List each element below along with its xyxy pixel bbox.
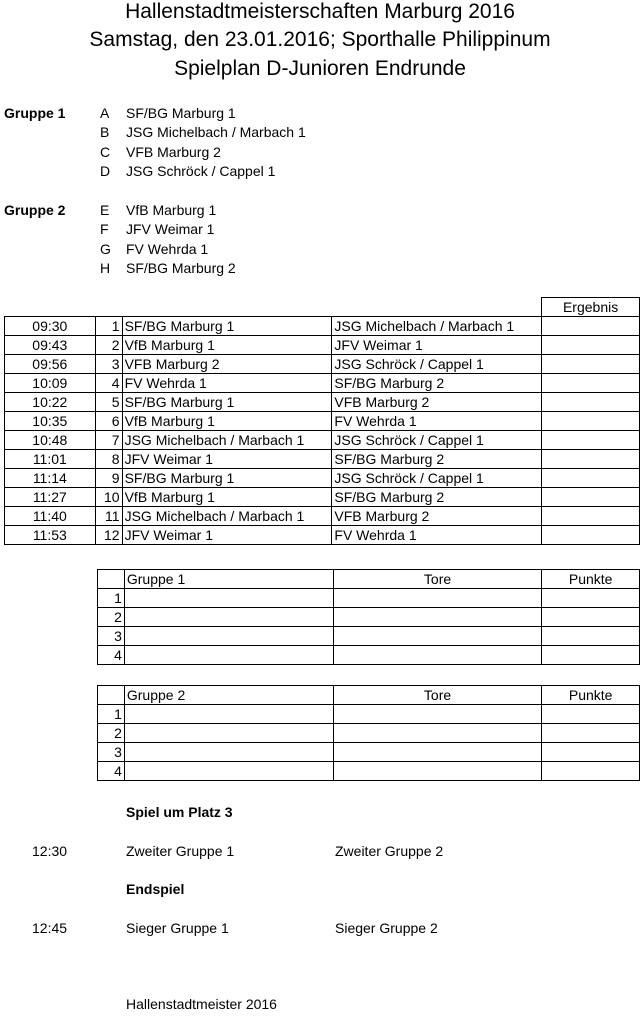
away-team: JSG Schröck / Cappel 1	[332, 431, 542, 450]
team-letter: A	[100, 105, 110, 121]
match-time: 09:56	[5, 355, 96, 374]
rank: 1	[98, 589, 125, 608]
match-number: 8	[95, 450, 122, 469]
match-time: 09:30	[5, 317, 96, 336]
match-number: 6	[95, 412, 122, 431]
schedule-subtitle: Spielplan D-Junioren Endrunde	[174, 57, 466, 80]
standings-title: Gruppe 1	[124, 570, 333, 589]
team-letter: D	[100, 163, 111, 179]
standings-title: Gruppe 2	[124, 686, 333, 705]
match-time: 09:43	[5, 336, 96, 355]
rank: 4	[98, 762, 125, 781]
match-result	[542, 526, 640, 545]
match-time: 11:01	[5, 450, 96, 469]
match-result	[542, 355, 640, 374]
match-row	[5, 355, 640, 374]
match-result	[542, 374, 640, 393]
match-result	[542, 336, 640, 355]
home-team: FV Wehrda 1	[122, 374, 332, 393]
table-row	[98, 627, 640, 646]
final-home: Sieger Gruppe 1	[126, 920, 229, 936]
match-result	[542, 488, 640, 507]
home-team: VfB Marburg 1	[122, 488, 332, 507]
match-number: 5	[95, 393, 122, 412]
third-place-time: 12:30	[32, 843, 68, 859]
table-row	[98, 705, 640, 724]
away-team: FV Wehrda 1	[332, 412, 542, 431]
schedule-header-row	[5, 298, 640, 317]
home-team: SF/BG Marburg 1	[122, 317, 332, 336]
table-row	[98, 646, 640, 665]
team-letter: H	[100, 260, 111, 276]
goals-column-header: Tore	[333, 686, 542, 705]
home-team: VfB Marburg 1	[122, 412, 332, 431]
team-name: JSG Michelbach / Marbach 1	[126, 124, 306, 140]
team-name: SF/BG Marburg 2	[126, 260, 236, 276]
home-team: SF/BG Marburg 1	[122, 393, 332, 412]
match-result	[542, 317, 640, 336]
match-row	[5, 526, 640, 545]
match-row	[5, 317, 640, 336]
match-row	[5, 507, 640, 526]
match-row	[5, 374, 640, 393]
match-number: 12	[95, 526, 122, 545]
points-column-header: Punkte	[542, 686, 640, 705]
match-time: 10:35	[5, 412, 96, 431]
match-time: 11:40	[5, 507, 96, 526]
match-time: 11:53	[5, 526, 96, 545]
home-team: VfB Marburg 1	[122, 336, 332, 355]
away-team: VFB Marburg 2	[332, 393, 542, 412]
match-result	[542, 393, 640, 412]
points-column-header: Punkte	[542, 570, 640, 589]
match-row	[5, 412, 640, 431]
match-number: 3	[95, 355, 122, 374]
rank: 3	[98, 627, 125, 646]
final-away: Sieger Gruppe 2	[335, 920, 438, 936]
match-row	[5, 431, 640, 450]
third-place-away: Zweiter Gruppe 2	[335, 843, 444, 859]
team-name: FV Wehrda 1	[126, 241, 209, 257]
match-result	[542, 431, 640, 450]
table-row	[98, 762, 640, 781]
match-row	[5, 488, 640, 507]
away-team: VFB Marburg 2	[332, 507, 542, 526]
match-number: 2	[95, 336, 122, 355]
third-place-home: Zweiter Gruppe 1	[126, 843, 235, 859]
match-schedule-table	[4, 297, 640, 545]
match-time: 11:14	[5, 469, 96, 488]
home-team: JSG Michelbach / Marbach 1	[122, 431, 332, 450]
event-date-venue: Samstag, den 23.01.2016; Sporthalle Philippinum	[89, 28, 551, 51]
rank: 2	[98, 608, 125, 627]
table-row	[98, 589, 640, 608]
away-team: JFV Weimar 1	[332, 336, 542, 355]
rank: 4	[98, 646, 125, 665]
group-1-label: Gruppe 1	[4, 105, 66, 121]
home-team: JSG Michelbach / Marbach 1	[122, 507, 332, 526]
match-row	[5, 450, 640, 469]
home-team: VFB Marburg 2	[122, 355, 332, 374]
table-row	[98, 724, 640, 743]
team-letter: C	[100, 144, 111, 160]
team-name: JFV Weimar 1	[126, 221, 215, 237]
match-result	[542, 507, 640, 526]
match-number: 11	[95, 507, 122, 526]
match-number: 9	[95, 469, 122, 488]
match-rows	[5, 317, 640, 545]
standings-table-group-2	[97, 685, 640, 781]
home-team: JFV Weimar 1	[122, 450, 332, 469]
team-letter: F	[100, 221, 109, 237]
away-team: JSG Michelbach / Marbach 1	[332, 317, 542, 336]
home-team: SF/BG Marburg 1	[122, 469, 332, 488]
team-name: JSG Schröck / Cappel 1	[126, 163, 276, 179]
match-time: 11:27	[5, 488, 96, 507]
away-team: SF/BG Marburg 2	[332, 488, 542, 507]
away-team: FV Wehrda 1	[332, 526, 542, 545]
match-number: 10	[95, 488, 122, 507]
page-title: Hallenstadtmeisterschaften Marburg 2016	[125, 0, 515, 23]
final-heading: Endspiel	[126, 881, 185, 897]
match-row	[5, 469, 640, 488]
match-row	[5, 393, 640, 412]
away-team: SF/BG Marburg 2	[332, 450, 542, 469]
table-row	[98, 743, 640, 762]
match-result	[542, 450, 640, 469]
rank: 3	[98, 743, 125, 762]
team-letter: B	[100, 124, 110, 140]
standings-header-row	[98, 570, 640, 589]
table-row	[98, 608, 640, 627]
team-name: VfB Marburg 1	[126, 202, 217, 218]
team-letter: G	[100, 241, 111, 257]
match-time: 10:22	[5, 393, 96, 412]
standings-header-row	[98, 686, 640, 705]
rank: 1	[98, 705, 125, 724]
match-result	[542, 412, 640, 431]
champion-label: Hallenstadtmeister 2016	[126, 996, 277, 1012]
away-team: SF/BG Marburg 2	[332, 374, 542, 393]
away-team: JSG Schröck / Cappel 1	[332, 355, 542, 374]
third-place-heading: Spiel um Platz 3	[126, 804, 233, 820]
rank: 2	[98, 724, 125, 743]
match-number: 7	[95, 431, 122, 450]
match-result	[542, 469, 640, 488]
match-time: 10:48	[5, 431, 96, 450]
final-time: 12:45	[32, 920, 68, 936]
match-row	[5, 336, 640, 355]
match-number: 4	[95, 374, 122, 393]
standings-table-group-1	[97, 569, 640, 665]
match-number: 1	[95, 317, 122, 336]
home-team: JFV Weimar 1	[122, 526, 332, 545]
goals-column-header: Tore	[333, 570, 542, 589]
team-letter: E	[100, 202, 110, 218]
away-team: JSG Schröck / Cappel 1	[332, 469, 542, 488]
team-name: VFB Marburg 2	[126, 144, 221, 160]
group-2-label: Gruppe 2	[4, 202, 66, 218]
team-name: SF/BG Marburg 1	[126, 105, 236, 121]
match-time: 10:09	[5, 374, 96, 393]
result-column-header: Ergebnis	[542, 298, 640, 317]
